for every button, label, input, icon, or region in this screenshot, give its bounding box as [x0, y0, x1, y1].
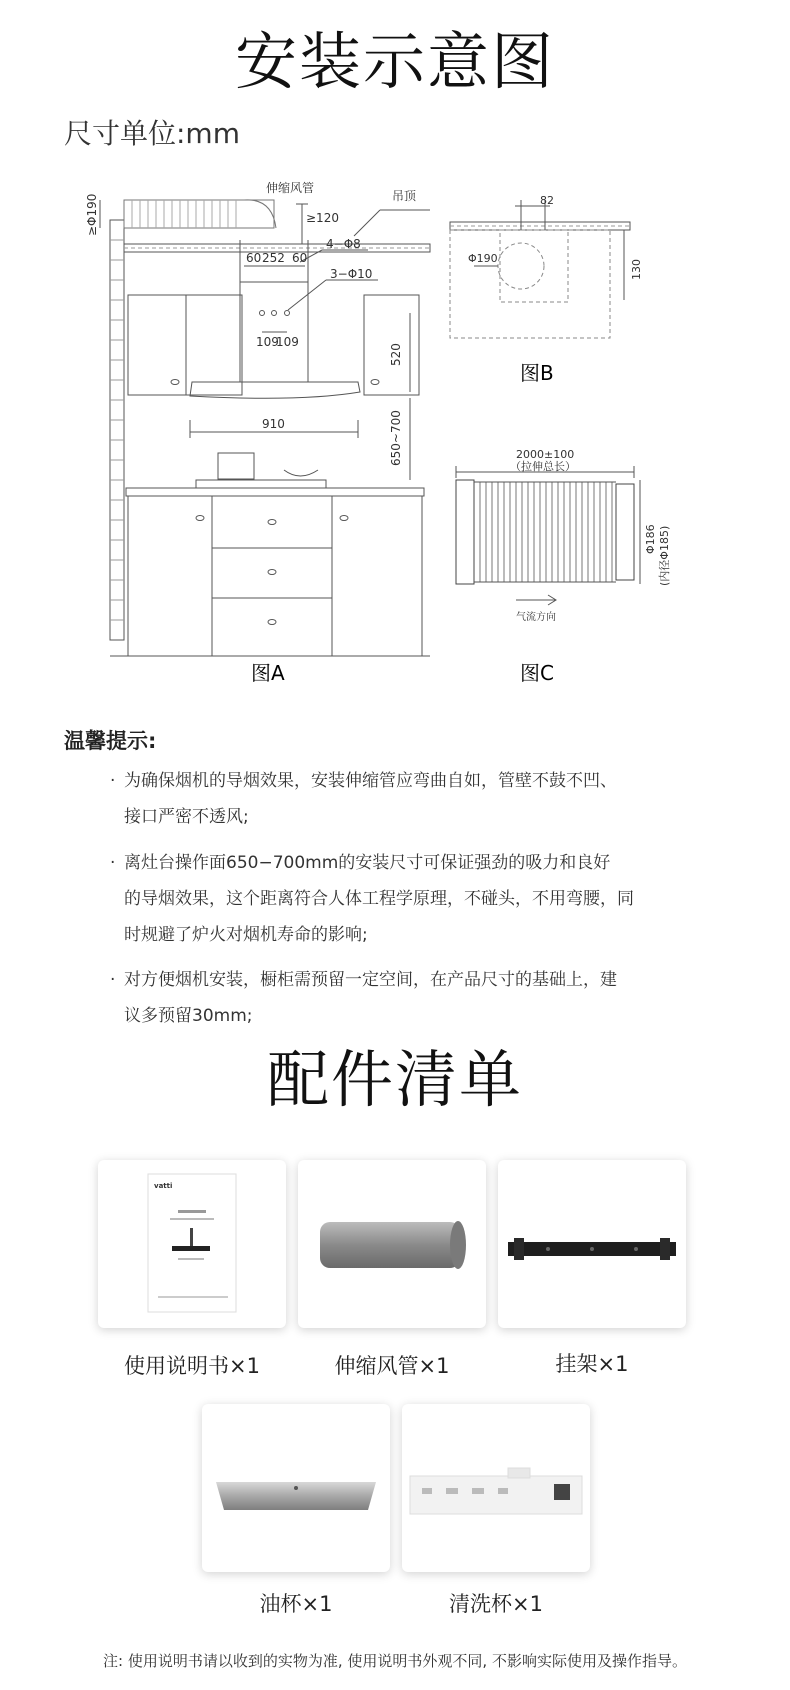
- accessory-card-hose: [298, 1160, 486, 1328]
- figure-b-caption: 图B: [520, 361, 554, 385]
- dim-120: ≥120: [306, 211, 339, 225]
- accessory-label-cleaning-cup: 清洗杯×1: [449, 1592, 543, 1616]
- tip-item: · 对方便烟机安装，橱柜需预留一定空间，在产品尺寸的基础上，建 议多预留30mm;: [124, 962, 684, 1034]
- accessory-label-manual: 使用说明书×1: [124, 1354, 260, 1378]
- manual-brand: vatti: [154, 1182, 173, 1190]
- dim-c-stretch: （拉伸总长）: [510, 460, 576, 473]
- dim-phi190: ≥Φ190: [85, 193, 99, 236]
- pot: [218, 453, 254, 479]
- accessory-card-manual: [98, 1160, 286, 1328]
- oil-cup-icon: [202, 1404, 390, 1572]
- dim-c-2000: 2000±100: [516, 448, 575, 461]
- dim-b-130: 130: [630, 259, 643, 280]
- hose: [124, 200, 274, 228]
- dim-c-inner: (内径Φ185): [658, 525, 671, 586]
- tips-title: 温馨提示:: [64, 729, 157, 753]
- dim-60a: 60: [246, 251, 262, 265]
- hose-label: 伸缩风管: [266, 181, 315, 195]
- figure-a-diagram: [0, 170, 790, 710]
- install-title: 安装示意图: [234, 25, 555, 98]
- wall: [110, 220, 124, 640]
- dim-520: 520: [389, 343, 403, 366]
- manual-icon: [98, 1160, 286, 1328]
- accessory-label-bracket: 挂架×1: [555, 1352, 629, 1376]
- airflow-arrow-icon: [516, 595, 556, 605]
- tip-item: · 为确保烟机的导烟效果，安装伸缩管应弯曲自如，管壁不鼓不凹、 接口严密不透风;: [124, 763, 684, 835]
- accessories-title: 配件清单: [266, 1043, 523, 1116]
- airflow-label: 气流方向: [516, 612, 556, 623]
- accessory-card-bracket: [498, 1160, 686, 1328]
- dim-650-700: 650~700: [389, 410, 403, 466]
- dim-109b: 109: [276, 335, 299, 349]
- duct-hose-icon: [298, 1160, 486, 1328]
- wok: [284, 470, 318, 476]
- hanging-bracket-icon: [498, 1160, 686, 1328]
- dim-60b: 60: [292, 251, 308, 265]
- figure-c-caption: 图C: [520, 661, 554, 685]
- dim-109a: 109: [256, 335, 279, 349]
- dim-252: 252: [262, 251, 285, 265]
- tip-item: · 离灶台操作面650−700mm的安装尺寸可保证强劲的吸力和良好 的导烟效果，这个距离符合人体工程学原理，不碰头，不用弯腰，同 时规避了炉火对烟机寿命的影响;: [124, 845, 684, 953]
- dim-3phi10: 3−Φ10: [330, 267, 373, 281]
- accessory-label-hose: 伸缩风管×1: [334, 1354, 450, 1378]
- dim-b-82: 82: [540, 194, 554, 207]
- figure-a-caption: 图A: [251, 661, 285, 685]
- dim-b-phi190: Φ190: [468, 252, 498, 265]
- ceiling-label: 吊顶: [392, 189, 417, 203]
- unit-label: 尺寸单位:mm: [64, 117, 240, 150]
- accessory-card-cleaning-cup: [402, 1404, 590, 1572]
- accessory-label-oil-cup: 油杯×1: [259, 1592, 333, 1616]
- accessory-card-oil-cup: [202, 1404, 390, 1572]
- cleaning-cup-icon: [402, 1404, 590, 1572]
- dim-4phi8: 4−Φ8: [326, 237, 361, 251]
- dim-c-phi186: Φ186: [644, 524, 657, 554]
- footnote: 注: 使用说明书请以收到的实物为准, 使用说明书外观不同, 不影响实际使用及操作指导。: [103, 1652, 687, 1670]
- dim-910: 910: [262, 417, 285, 431]
